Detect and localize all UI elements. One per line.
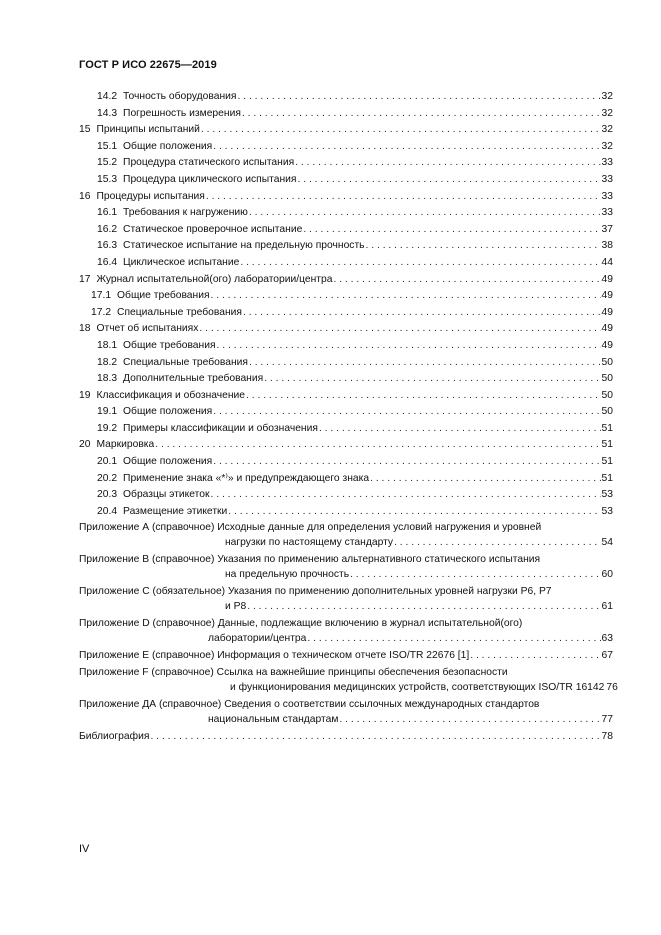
toc-entry-text: Принципы испытаний [96,124,200,136]
toc-entry[interactable] [79,321,613,338]
appendix-title-continued: национальным стандартам [208,714,339,726]
toc-leader-dots [249,205,601,222]
toc-entry-text: Общие положения [123,406,213,418]
toc-entry-label [97,155,294,172]
toc-entry-page: 51 [601,456,613,468]
appendix-title: Приложение А (справочное) Исходные данные для определения условий нагружения и уровней [79,522,542,534]
toc-entry[interactable] [79,404,613,421]
toc-entry-page: 33 [601,173,613,185]
toc-entry-page: 63 [601,633,613,645]
toc-entry[interactable] [79,421,613,438]
toc-entry-page: 44 [601,256,613,268]
appendix-title-continued: нагрузки по настоящему стандарту [225,537,394,549]
toc-leader-dots [247,599,600,614]
toc-entry-label [97,172,297,189]
toc-entry-text: Классификация и обозначение [96,389,246,401]
toc-entry-number: 16.1 [97,207,118,219]
toc-entry-label [97,487,210,504]
toc-entry-text: Общие положения [123,456,213,468]
toc-entry-text: Отчет об испытаниях [96,323,199,335]
toc-leader-dots [228,504,600,521]
toc-entry-appendix[interactable] [79,616,613,646]
toc-leader-dots [246,388,601,405]
toc-entry-page: 50 [601,389,613,401]
appendix-title: Приложение Е (справочное) Информация о техническом отчете ISO/TR 22676 [1] [79,650,470,662]
toc-entry-number: 17.1 [91,290,112,302]
toc-leader-dots [150,729,600,746]
toc-entry[interactable] [79,272,613,289]
toc-entry-number: 14.3 [97,107,118,119]
toc-leader-dots [350,567,600,582]
toc-entry[interactable] [79,338,613,355]
toc-entry-page: 50 [601,356,613,368]
toc-entry-text: Статическое испытание на предельную прочность [123,240,365,252]
toc-entry-text: Дополнительные требования [123,373,264,385]
toc-entry-number: 15.3 [97,173,118,185]
toc-entry-page: 33 [601,157,613,169]
toc-entry-text: Общие требования [117,290,210,302]
toc-leader-dots [242,106,601,123]
toc-entry-label [97,338,216,355]
toc-entry-label [97,89,237,106]
toc-entry[interactable] [79,106,613,123]
toc-entry-number: 20.4 [97,505,118,517]
toc-leader-dots [217,338,601,355]
toc-entry-appendix[interactable] [79,648,613,663]
toc-entry-text: Общие требования [123,339,216,351]
appendix-title: Приложение В (справочное) Указания по применению альтернативного статического испытания [79,554,541,566]
page-number: IV [79,843,90,855]
toc-entry-text: Требования к нагружению [123,207,248,219]
toc-leader-dots [240,255,600,272]
toc-entry-page: 61 [601,601,613,613]
toc-entry-text: Процедуры испытания [96,190,205,202]
toc-entry-label [91,305,242,322]
toc-entry-number: 20.3 [97,489,118,501]
toc-leader-dots [243,305,601,322]
toc-entry-number: 16.4 [97,256,118,268]
toc-entry-number: 15.1 [97,140,118,152]
toc-entry-text: Процедура циклического испытания [123,173,297,185]
toc-entry-page: 50 [601,373,613,385]
toc-entry-page: 51 [601,472,613,484]
toc-entry-page: 32 [601,91,613,102]
toc-entry-appendix[interactable] [79,697,613,727]
toc-entry[interactable] [79,487,613,504]
appendix-title: Приложение D (справочное) Данные, подлежащие включению в журнал испытательной(ого) [79,618,523,630]
toc-entry[interactable] [79,371,613,388]
toc-entry-number: 20.1 [97,456,118,468]
table-of-contents [79,89,618,746]
toc-leader-dots [155,437,600,454]
appendix-title-continued: лаборатории/центра [208,633,307,645]
toc-sections [79,89,613,520]
toc-entry-page: 49 [601,306,613,318]
toc-leader-dots [370,471,600,488]
toc-entry[interactable] [79,172,613,189]
toc-entry[interactable] [79,122,613,139]
toc-entry-page: 53 [601,489,613,501]
toc-leader-dots [298,172,601,189]
toc-entry-page: 38 [601,240,613,252]
toc-entry-page: 33 [601,207,613,219]
toc-entry-number: 19.2 [97,422,118,434]
toc-entry-appendix[interactable] [79,552,613,582]
toc-leader-dots [213,404,600,421]
toc-entry-appendix[interactable] [79,665,618,695]
toc-entry-text: Применение знака «*⁾» и предупреждающего знака [123,472,370,484]
toc-entry-text: Погрешность измерения [123,107,241,119]
toc-entry-text: Библиография [79,731,150,743]
toc-entry-page: 77 [601,714,613,726]
toc-entry-text: Размещение этикетки [123,505,228,517]
toc-entry-page: 60 [601,569,613,581]
toc-entry-label [97,139,212,156]
toc-leader-dots [339,712,600,727]
toc-leader-dots [211,288,601,305]
toc-entry-text: Специальные требования [123,356,248,368]
toc-entry-text: Примеры классификации и обозначения [123,422,318,434]
toc-leader-dots [249,355,601,372]
toc-entry-page: 32 [601,124,613,136]
toc-entry-label [97,454,212,471]
toc-entry-label [79,437,154,454]
toc-entry-number: 19 [79,389,91,401]
toc-entry[interactable] [79,471,613,488]
toc-entry[interactable] [79,305,613,322]
toc-leader-dots [366,238,601,255]
toc-entry-page: 37 [601,223,613,235]
toc-entry-label [97,504,227,521]
toc-entry-number: 17.2 [91,306,112,318]
toc-entry-text: Специальные требования [117,306,242,318]
toc-leader-dots [213,139,600,156]
toc-entry-number: 18 [79,323,91,335]
toc-entry-number: 18.1 [97,339,118,351]
toc-entry[interactable] [79,89,613,106]
toc-entry-page: 53 [601,505,613,517]
toc-entry-label [97,355,248,372]
toc-entry-label [79,122,200,139]
toc-entry-page: 54 [601,537,613,549]
toc-entry-number: 20 [79,439,91,451]
toc-entry-label [97,106,241,123]
toc-entry-text: Журнал испытательной(ого) лаборатории/центра [96,273,333,285]
toc-entry-label [97,471,369,488]
toc-entry-number: 15.2 [97,157,118,169]
toc-entry-page: 32 [601,107,613,119]
toc-entry[interactable] [79,205,613,222]
toc-entry-number: 15 [79,124,91,136]
toc-entry-label [97,421,318,438]
toc-entry-number: 16 [79,190,91,202]
toc-entry[interactable] [79,355,613,372]
toc-entry-text: Маркировка [96,439,155,451]
toc-entry-label [97,404,212,421]
toc-entry-text: Образцы этикеток [123,489,210,501]
toc-entry-number: 18.3 [97,373,118,385]
appendix-title-continued: и Р8 [225,601,247,613]
toc-entry[interactable] [79,504,613,521]
toc-entry-appendix[interactable] [79,584,613,614]
toc-entry[interactable] [79,155,613,172]
toc-entry-text: Циклическое испытание [123,256,240,268]
toc-entry-page: 67 [601,650,613,662]
toc-entry-label [79,321,198,338]
appendix-title-continued: на предельную прочность [225,569,350,581]
toc-entry[interactable] [79,139,613,156]
toc-entry[interactable] [79,388,613,405]
toc-entry-label [79,189,205,206]
toc-entry-number: 16.3 [97,240,118,252]
toc-leader-dots [333,272,600,289]
toc-leader-dots [238,89,601,106]
toc-leader-dots [470,648,600,663]
toc-entry-page: 50 [601,406,613,418]
toc-leader-dots [307,631,600,646]
toc-entry-label [79,272,332,289]
appendix-title-continued: и функционирования медицинских устройств, соответствующих ISO/TR 16142 [230,682,605,694]
appendix-title: Приложение ДА (справочное) Сведения о соответствии ссылочных международных стандартов [79,699,540,711]
toc-appendices [79,520,618,727]
toc-entry[interactable] [79,454,613,471]
toc-entry-page: 32 [601,140,613,152]
toc-entry-label [97,371,263,388]
appendix-title: Приложение F (справочное) Ссылка на важнейшие принципы обеспечения безопасности [79,667,508,679]
toc-leader-dots [206,189,601,206]
appendix-title: Приложение С (обязательное) Указания по применению дополнительных уровней нагрузки Р6, Р7 [79,586,552,598]
toc-entry-number: 14.2 [97,91,118,102]
toc-entry-number: 16.2 [97,223,118,235]
toc-entry[interactable] [79,255,613,272]
toc-leader-dots [319,421,601,438]
toc-entry-page: 33 [601,190,613,202]
toc-entry-label [97,205,248,222]
toc-entry-appendix[interactable] [79,520,613,550]
toc-entry-page: 51 [601,439,613,451]
toc-entry-page: 51 [601,422,613,434]
toc-entry-page: 78 [601,731,613,743]
toc-entry-page: 76 [606,682,618,694]
document-header: ГОСТ Р ИСО 22675—2019 [79,59,217,71]
toc-leader-dots [295,155,600,172]
toc-entry-page: 49 [601,339,613,351]
toc-entry[interactable] [79,189,613,206]
toc-entry[interactable] [79,222,613,239]
toc-entry[interactable] [79,288,613,305]
toc-entry-label [97,238,365,255]
toc-entry-number: 19.1 [97,406,118,418]
toc-entry-number: 20.2 [97,472,118,484]
toc-entry-text: Точность оборудования [123,91,237,102]
toc-entry-number: 18.2 [97,356,118,368]
toc-entry-text: Статическое проверочное испытание [123,223,303,235]
toc-leader-dots [211,487,601,504]
toc-entry[interactable] [79,238,613,255]
toc-entry-text: Процедура статического испытания [123,157,295,169]
toc-entry-label [97,255,239,272]
toc-entry-text: Общие положения [123,140,213,152]
toc-entry[interactable] [79,437,613,454]
toc-leader-dots [213,454,600,471]
toc-entry-label [91,288,210,305]
toc-entry-bibliography[interactable] [79,729,613,746]
toc-entry-label [97,222,302,239]
toc-leader-dots [264,371,600,388]
toc-entry-page: 49 [601,323,613,335]
toc-entry-page: 49 [601,273,613,285]
toc-leader-dots [394,535,600,550]
toc-leader-dots [303,222,600,239]
toc-entry-label [79,388,245,405]
toc-entry-page: 49 [601,290,613,302]
toc-leader-dots [199,321,600,338]
toc-entry-number: 17 [79,273,91,285]
toc-leader-dots [201,122,601,139]
